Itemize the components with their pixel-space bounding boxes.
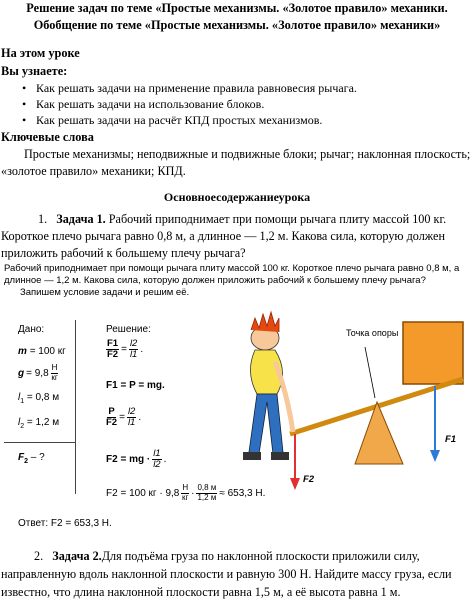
figure-text-3: Запишем условие задачи и решим её. bbox=[20, 287, 190, 298]
title-line-2: Обобщение по теме «Простые механизмы. «Золотое правило» механики» bbox=[33, 18, 441, 32]
task1-line-3: приложить рабочий к большему плечу рычага? bbox=[1, 246, 246, 260]
main-heading: Основноесодержаниеурока bbox=[163, 190, 311, 204]
equation-4: F2 = mg · $\frac{l1}{l2}$ . bbox=[106, 448, 167, 470]
plate-icon bbox=[403, 322, 463, 384]
given-mass: m = 100 кг bbox=[18, 346, 66, 357]
keywords-line-2: «золотое правило» механики; КПД. bbox=[1, 164, 186, 178]
on-lesson-heading: На этом уроке bbox=[1, 46, 80, 60]
title-line-1: Решение задач по теме «Простые механизмы. «Золотое правило» механики. bbox=[26, 1, 448, 15]
equation-3: $\frac{P}{F2}$ = $\frac{l2}{l1}$ . bbox=[106, 406, 142, 428]
given-gravity: g = 9,8 $\frac{Н}{кг}$ bbox=[18, 363, 58, 382]
bullet-item: • Как решать задачи на применение правила равновесия рычага. bbox=[22, 81, 357, 95]
f1-label: F1 bbox=[445, 434, 457, 445]
task2-line-3: известно, что длина наклонной плоскости равна 1,5 м, а её высота равна 1 м. bbox=[1, 585, 401, 599]
task1-line-1: 1. Задача 1. Рабочий приподнимает при помощи рычага плиту массой 100 кг. bbox=[38, 212, 447, 226]
task2-line-1: 2. Задача 2.Для подъёма груза по наклонной плоскости приложили силу, bbox=[34, 549, 420, 563]
equation-5: F2 = 100 кг · 9,8 $\frac{Н}{кг}$ · $\frac{0,8 м}{1,2 м}$ ≈ 653,3 Н. bbox=[106, 483, 266, 502]
keywords-line-1: Простые механизмы; неподвижные и подвижные блоки; рычаг; наклонная плоскость; bbox=[24, 147, 471, 161]
figure-text-2: длинное — 1,2 м. Какова сила, которую должен приложить рабочий к большему плечу рычага? bbox=[4, 275, 426, 286]
given-l1: $l_1 = 0,8$ м bbox=[18, 392, 60, 405]
worker-icon bbox=[243, 312, 293, 460]
force-f1-arrow-icon bbox=[430, 386, 440, 462]
given-divider-horizontal bbox=[4, 442, 76, 443]
force-f2-arrow-icon bbox=[290, 434, 300, 490]
equation-2: F1 = P = mg. bbox=[106, 380, 165, 391]
task1-line-2: Короткое плечо рычага равно 0,8 м, а длинное — 1,2 м. Какова сила, которую должен bbox=[1, 229, 445, 243]
you-learn-heading: Вы узнаете: bbox=[1, 64, 68, 78]
answer: Ответ: F2 = 653,3 Н. bbox=[18, 518, 112, 529]
given-divider-vertical bbox=[75, 320, 76, 494]
figure-text-1: Рабочий приподнимает при помощи рычага плиту массой 100 кг. Короткое плечо рычага равно 0,8 м, а bbox=[4, 263, 460, 274]
solution-heading: Решение: bbox=[106, 324, 151, 335]
bullet-item: • Как решать задачи на расчёт КПД простых механизмов. bbox=[22, 113, 323, 127]
f2-label: F2 bbox=[303, 474, 315, 485]
unknown-f2: $F_2$ – ? bbox=[18, 452, 45, 465]
pivot-label: Точка опоры bbox=[346, 328, 399, 338]
keywords-heading: Ключевые слова bbox=[1, 130, 94, 144]
given-l2: $l_2 = 1,2$ м bbox=[18, 417, 60, 430]
given-heading: Дано: bbox=[18, 324, 45, 335]
equation-1: $\frac{F1}{F2}$ = $\frac{l2}{l1}$ . bbox=[107, 338, 144, 360]
task2-line-2: направленную вдоль наклонной плоскости и равную 300 Н. Найдите массу груза, если bbox=[1, 567, 452, 581]
task1-figure bbox=[0, 262, 474, 534]
bullet-item: • Как решать задачи на использование блоков. bbox=[22, 97, 265, 111]
